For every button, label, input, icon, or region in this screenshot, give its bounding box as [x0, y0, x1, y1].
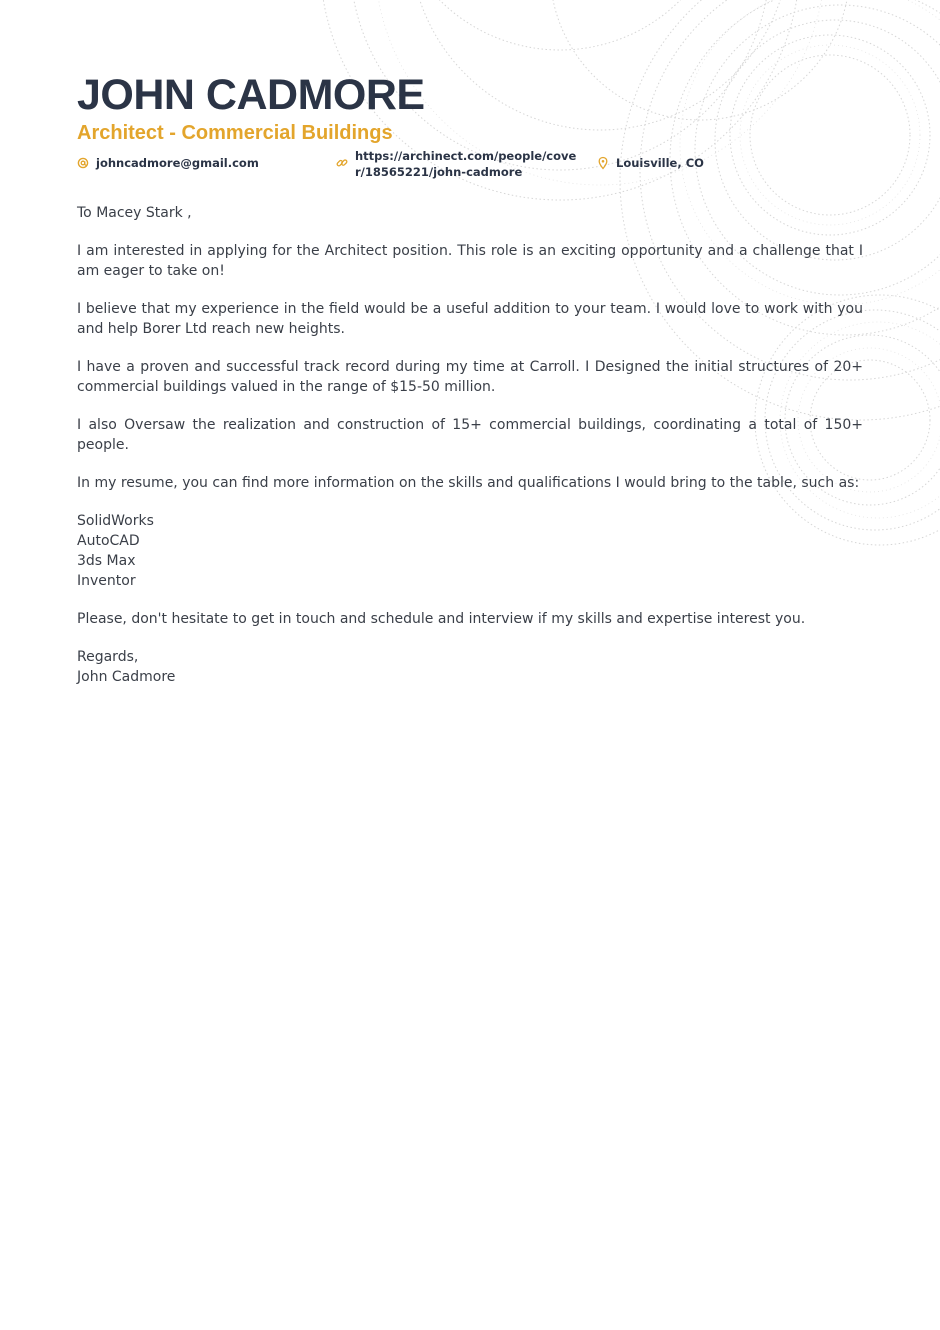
paragraph-experience: I believe that my experience in the field would be a useful addition to your team. I would love to work with you and help Borer Ltd reach new heights.	[77, 301, 863, 337]
paragraph-track-record: I have a proven and successful track record during my time at Carroll. I Designed the initial structures of 20+ commercial buildings valued in the range of $15-50 million.	[77, 359, 863, 395]
website-text: https://archinect.com/people/cover/18565221/john-cadmore	[355, 149, 577, 179]
map-pin-icon	[597, 156, 609, 170]
skill-item: AutoCAD	[77, 533, 140, 549]
paragraph-closing: Please, don't hesitate to get in touch and schedule and interview if my skills and expertise interest you.	[77, 611, 806, 627]
contact-info-row	[77, 148, 863, 184]
contact-website[interactable]	[336, 148, 586, 180]
letter-body	[77, 203, 863, 687]
paragraph-oversight: I also Oversaw the realization and construction of 15+ commercial buildings, coordinating a total of 150+ people.	[77, 417, 863, 453]
skill-item: Inventor	[77, 573, 136, 589]
signoff: Regards,	[77, 649, 139, 665]
greeting: To Macey Stark ,	[77, 205, 192, 221]
applicant-name: JOHN CADMORE	[77, 71, 425, 119]
contact-email[interactable]	[77, 155, 259, 171]
location-text: Louisville, CO	[616, 156, 704, 170]
email-text: johncadmore@gmail.com	[96, 156, 259, 170]
signature-name: John Cadmore	[77, 669, 176, 685]
paragraph-intro: I am interested in applying for the Architect position. This role is an exciting opportunity and a challenge that I am eager to take on!	[77, 243, 863, 279]
at-icon	[77, 156, 89, 170]
skill-item: 3ds Max	[77, 553, 136, 569]
applicant-title: Architect - Commercial Buildings	[77, 122, 393, 144]
paragraph-skills-intro: In my resume, you can find more information on the skills and qualifications I would bring to the table, such as:	[77, 475, 860, 491]
skill-item: SolidWorks	[77, 513, 154, 529]
contact-location	[597, 155, 704, 171]
link-icon	[336, 156, 348, 170]
skills-list	[77, 511, 863, 591]
